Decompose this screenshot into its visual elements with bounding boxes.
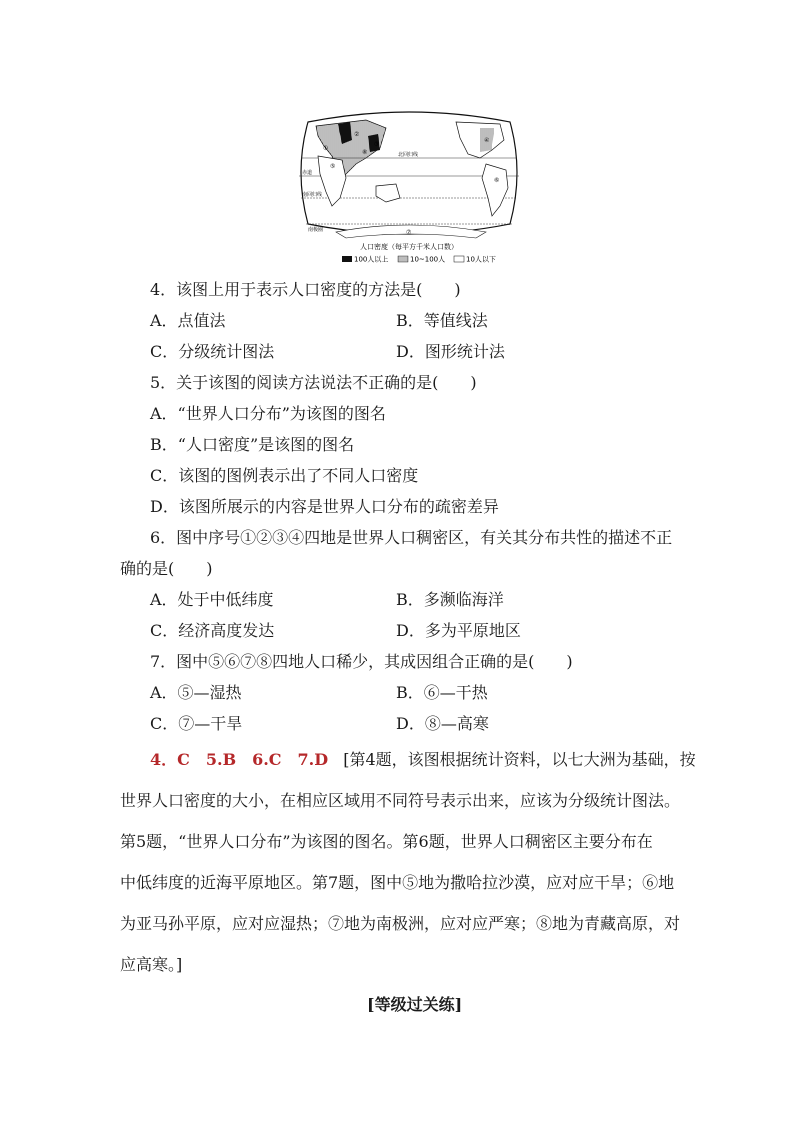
legend-swatch-high [342, 256, 352, 262]
section-title: [等级过关练] [367, 995, 463, 1014]
option: D．多为平原地区 [396, 621, 521, 640]
answer-text: 第5题，“世界人口分布”为该图的图名。第6题，世界人口稠密区主要分布在 [120, 832, 653, 851]
map-label: 南回归线 [302, 192, 323, 198]
legend-item: 100人以上 [354, 255, 389, 264]
question-6-stem-cont: 确的是( ) [120, 559, 213, 578]
option: A．处于中低纬度 [150, 590, 274, 609]
option: D．图形统计法 [396, 342, 505, 361]
map-label: 北回归线 [397, 152, 419, 158]
option: C．⑦—干旱 [150, 714, 243, 733]
world-population-map [296, 106, 522, 268]
option: B．“人口密度”是该图的图名 [150, 435, 355, 454]
answer-text: 世界人口密度的大小，在相应区域用不同符号表示出来，应该为分级统计图法。 [120, 791, 681, 810]
legend-item: 10~100人 [410, 255, 446, 264]
option: D．该图所展示的内容是世界人口分布的疏密差异 [150, 497, 499, 516]
option: A．⑤—湿热 [150, 683, 242, 702]
answer-text: 应高寒。] [120, 955, 183, 974]
option: C．该图的图例表示出了不同人口密度 [150, 466, 419, 485]
map-label: 赤道 [302, 170, 313, 176]
answer-text: 为亚马孙平原，应对应湿热；⑦地为南极洲，应对应严寒；⑧地为青藏高原，对 [120, 914, 681, 933]
question-6-stem: 6．图中序号①②③④四地是世界人口稠密区，有关其分布共性的描述不正 [150, 528, 673, 547]
region-number: ② [354, 131, 360, 138]
question-5-stem: 5．关于该图的阅读方法说法不正确的是( ) [150, 373, 477, 392]
region-number: ⑥ [494, 177, 500, 184]
legend-item: 10人以下 [466, 255, 496, 264]
option: D．⑧—高寒 [396, 714, 489, 733]
legend-title: 人口密度（每平方千米人口数） [360, 243, 458, 251]
legend-swatch-low [454, 256, 464, 262]
question-4-stem: 4．该图上用于表示人口密度的方法是( ) [150, 280, 461, 299]
option: A．“世界人口分布”为该图的图名 [150, 404, 386, 423]
option: B．⑥—干热 [396, 683, 488, 702]
region-number: ④ [484, 137, 490, 144]
region-number: ③ [374, 141, 380, 148]
map-label: 南极圈 [308, 227, 324, 233]
option: C．经济高度发达 [150, 621, 275, 640]
option: C．分级统计图法 [150, 342, 275, 361]
answer-keys: 4．C 5.B 6.C 7.D [150, 750, 329, 769]
answer-text: 中低纬度的近海平原地区。第7题，图中⑤地为撒哈拉沙漠，应对应干旱；⑥地 [120, 873, 675, 892]
option: B．多濒临海洋 [396, 590, 504, 609]
option: B．等值线法 [396, 311, 488, 330]
option: A．点值法 [150, 311, 226, 330]
question-7-stem: 7．图中⑤⑥⑦⑧四地人口稀少，其成因组合正确的是( ) [150, 652, 573, 671]
legend-swatch-medium [398, 256, 408, 262]
region-number: ① [323, 145, 329, 152]
region-number: ⑤ [330, 163, 336, 170]
answer-text: [第4题，该图根据统计资料，以七大洲为基础，按 [343, 750, 696, 769]
region-number: ⑦ [406, 229, 412, 236]
region-number: ⑧ [362, 149, 368, 156]
